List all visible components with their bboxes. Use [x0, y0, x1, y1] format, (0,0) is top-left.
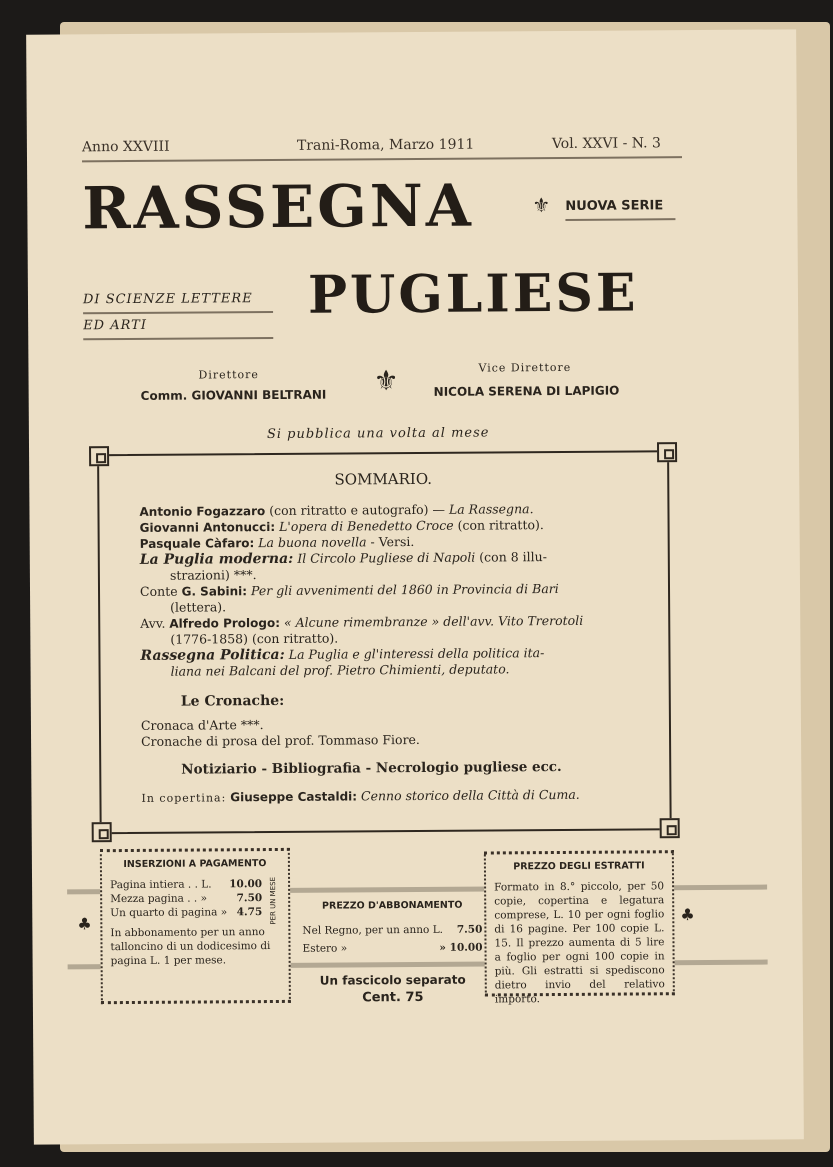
list-item: Giovanni Antonucci: L'opera di Benedetto Croce (con ritratto). — [139, 517, 544, 535]
frequency-note: Si pubblica una volta al mese — [266, 425, 490, 443]
corner-ornament — [92, 822, 112, 842]
divider — [82, 156, 682, 162]
price-list — [110, 877, 280, 926]
magazine-cover — [26, 29, 804, 1144]
price-row: Mezza pagina . . » 7.50 — [110, 892, 263, 906]
subtitle-line2: ED ARTI — [83, 317, 148, 334]
single-issue-price: Cent. 75 — [362, 989, 424, 1006]
panel-title: PREZZO D'ABBONAMENTO — [321, 899, 463, 912]
vice-director-label: Vice Direttore — [478, 360, 572, 375]
title-line1: RASSEGNA — [82, 171, 475, 243]
price-row: Un quarto di pagina » 4.75 — [110, 906, 263, 920]
club-ornament-icon: ♣ — [77, 914, 92, 934]
list-item: Cronaca d'Arte ***. — [140, 717, 264, 733]
subscription-note: In abbonamento per un anno talloncino di un dodicesimo di pagina L. 1 per mese. — [110, 925, 271, 967]
panel-title: PREZZO DEGLI ESTRATTI — [513, 860, 645, 873]
list-item: Conte G. Sabini: Per gli avvenimenti del 1860 in Provincia di Bari (lettera). — [139, 580, 559, 615]
fleur-de-lis-icon: ⚜ — [373, 364, 399, 398]
price-row: Pagina intiera . . L. 10.00 — [110, 878, 263, 892]
place-date: Trani-Roma, Marzo 1911 — [296, 136, 475, 154]
sommario-title: SOMMARIO. — [334, 469, 433, 489]
nuova-serie: NUOVA SERIE — [565, 198, 664, 214]
club-ornament-icon: ♣ — [680, 905, 695, 925]
vice-director-name: NICOLA SERENA DI LAPIGIO — [433, 383, 620, 399]
subtitle-line1: DI SCIENZE LETTERE — [82, 291, 253, 308]
table-of-contents — [97, 450, 672, 834]
list-item: Cronache di prosa del prof. Tommaso Fiore. — [141, 731, 420, 749]
title-line2: PUGLIESE — [307, 262, 639, 326]
price-row: Nel Regno, per un anno L. 7.50 — [302, 923, 483, 937]
issue-year: Anno XXVIII — [81, 138, 170, 156]
estratti-panel — [484, 850, 675, 1006]
cover-note: In copertina: Giuseppe Castaldi: Cenno storico della Città di Cuma. — [141, 786, 580, 805]
ornament-icon: ⚜ — [532, 193, 551, 218]
side-label: PER UN MESE — [269, 876, 278, 925]
cronache-title: Le Cronache: — [180, 692, 285, 710]
divider — [83, 337, 273, 340]
director-label: Direttore — [198, 368, 259, 382]
director-name: Comm. GIOVANNI BELTRANI — [140, 387, 327, 403]
list-item: Pasquale Càfaro: La buona novella - Versi. — [139, 534, 415, 551]
estratti-text: Formato in 8.° piccolo, per 50 copie, copertina e legatura comprese, L. 10 per ogni foglio di 16 pagine. Per 100 copie L. 15. Il prezzo aumenta di 5 lire a foglio per ogni 100 copie in più. Gli estratti si spediscono dietro invio del relativo importo. — [494, 880, 665, 1006]
corner-ornament — [660, 818, 680, 838]
list-item: Rassegna Politica: La Puglia e gl'interessi della politica ita- liana nei Balcani del prof. Pietro Chimienti, deputato. — [140, 645, 545, 679]
corner-ornament — [657, 442, 677, 462]
abbonamento-panel — [302, 897, 483, 1008]
sections-line: Notiziario - Bibliografia - Necrologio pugliese ecc. — [181, 758, 562, 778]
corner-ornament — [89, 446, 109, 466]
price-row: Estero » » 10.00 — [302, 941, 483, 955]
panel-title: INSERZIONI A PAGAMENTO — [123, 858, 267, 871]
divider — [83, 311, 273, 314]
contents-list — [139, 500, 661, 807]
inserzioni-panel — [100, 848, 291, 1004]
volume-number: Vol. XXVI - N. 3 — [551, 135, 661, 153]
divider — [565, 218, 675, 221]
list-item: Avv. Alfredo Prologo: « Alcune rimembranze » dell'avv. Vito Trerotoli (1776-1858) (con ritratto). — [140, 612, 584, 647]
list-item: Antonio Fogazzaro (con ritratto e autografo) — La Rassegna. — [139, 501, 534, 519]
single-issue-label: Un fascicolo separato — [319, 972, 466, 988]
list-item: La Puglia moderna: Il Circolo Pugliese di Napoli (con 8 illu- strazioni) ***. — [139, 549, 547, 583]
